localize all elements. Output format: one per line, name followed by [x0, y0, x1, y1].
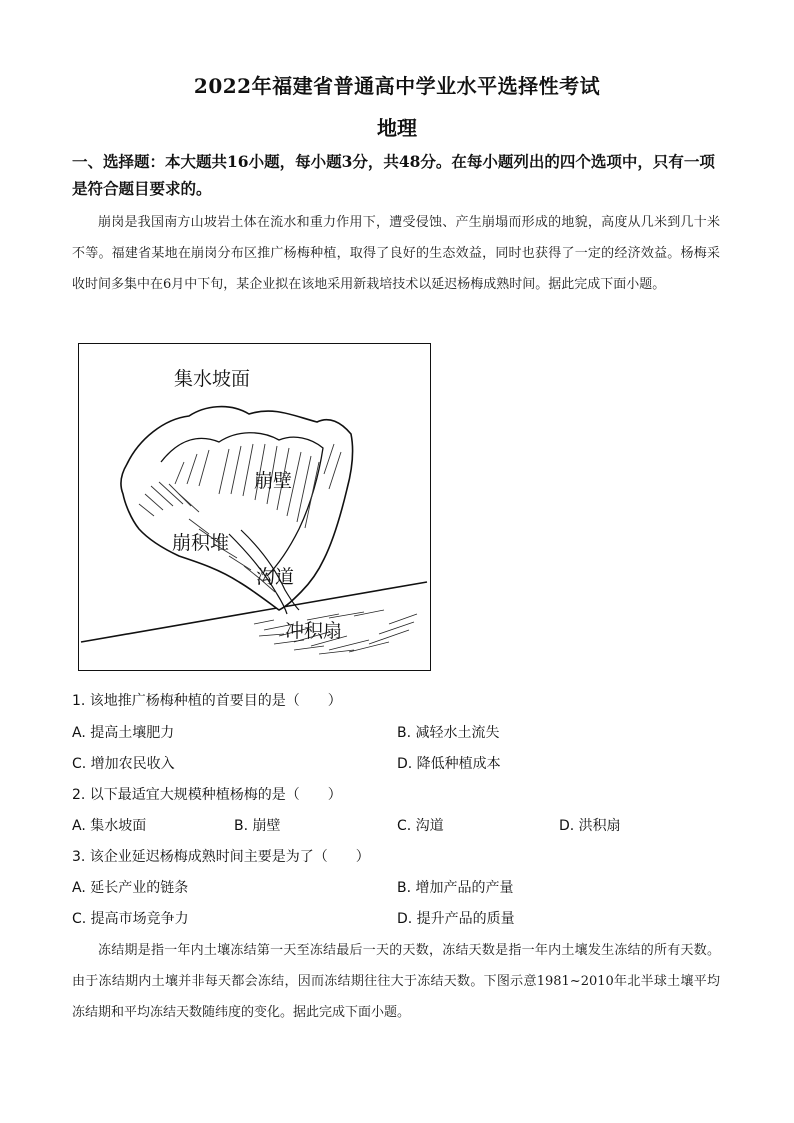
subject-title: 地理: [377, 116, 417, 140]
question-2-option-d[interactable]: D. 洪积扇: [559, 818, 621, 834]
question-2-option-a[interactable]: A. 集水坡面: [72, 818, 147, 834]
question-3-option-b[interactable]: B. 增加产品的产量: [397, 880, 514, 896]
question-3-option-a[interactable]: A. 延长产业的链条: [72, 880, 189, 896]
question-1-option-c[interactable]: C. 增加农民收入: [72, 756, 175, 772]
landform-outline: [121, 407, 353, 610]
question-2-option-c[interactable]: C. 沟道: [397, 818, 444, 834]
question-3-stem: 3. 该企业延迟杨梅成熟时间主要是为了（ ）: [72, 849, 370, 865]
question-3-option-d[interactable]: D. 提升产品的质量: [397, 911, 515, 927]
section-heading: 一、选择题：本大题共16小题，每小题3分，共48分。在每小题列出的四个选项中，只有一项是符合题目要求的。: [72, 152, 715, 198]
question-1-stem: 1. 该地推广杨梅种植的首要目的是（ ）: [72, 693, 342, 709]
label-catchment-slope: 集水坡面: [174, 368, 251, 390]
benggang-sketch: [79, 344, 429, 669]
label-collapse-wall: 崩壁: [254, 470, 293, 492]
label-gully: 沟道: [256, 566, 295, 588]
question-1-option-d[interactable]: D. 降低种植成本: [397, 756, 501, 772]
benggang-diagram: [78, 343, 431, 671]
exam-title: 2022年福建省普通高中学业水平选择性考试: [193, 74, 601, 98]
question-1-option-b[interactable]: B. 减轻水土流失: [397, 725, 500, 741]
question-3-option-c[interactable]: C. 提高市场竞争力: [72, 911, 189, 927]
question-2-stem: 2. 以下最适宜大规模种植杨梅的是（ ）: [72, 787, 342, 803]
question-1-option-a[interactable]: A. 提高土壤肥力: [72, 725, 175, 741]
label-alluvial-fan: 冲积扇: [285, 620, 343, 642]
passage-frozen-soil: 冻结期是指一年内土壤冻结第一天至冻结最后一天的天数，冻结天数是指一年内土壤发生冻结的所有天数。由于冻结期内土壤并非每天都会冻结，因而冻结期往往大于冻结天数。下图示意1981~2010年北半球土壤平均冻结期和平均冻结天数随纬度的变化。据此完成下面小题。: [72, 943, 720, 1020]
question-2-option-b[interactable]: B. 崩壁: [234, 818, 281, 834]
passage-benggang: 崩岗是我国南方山坡岩土体在流水和重力作用下，遭受侵蚀、产生崩塌而形成的地貌，高度从几米到几十米不等。福建省某地在崩岗分布区推广杨梅种植，取得了良好的生态效益，同时也获得了一定的经济效益。杨梅采收时间多集中在6月中下旬，某企业拟在该地采用新栽培技术以延迟杨梅成熟时间。据此完成下面小题。: [72, 215, 720, 292]
label-colluvial-pile: 崩积堆: [172, 532, 230, 554]
